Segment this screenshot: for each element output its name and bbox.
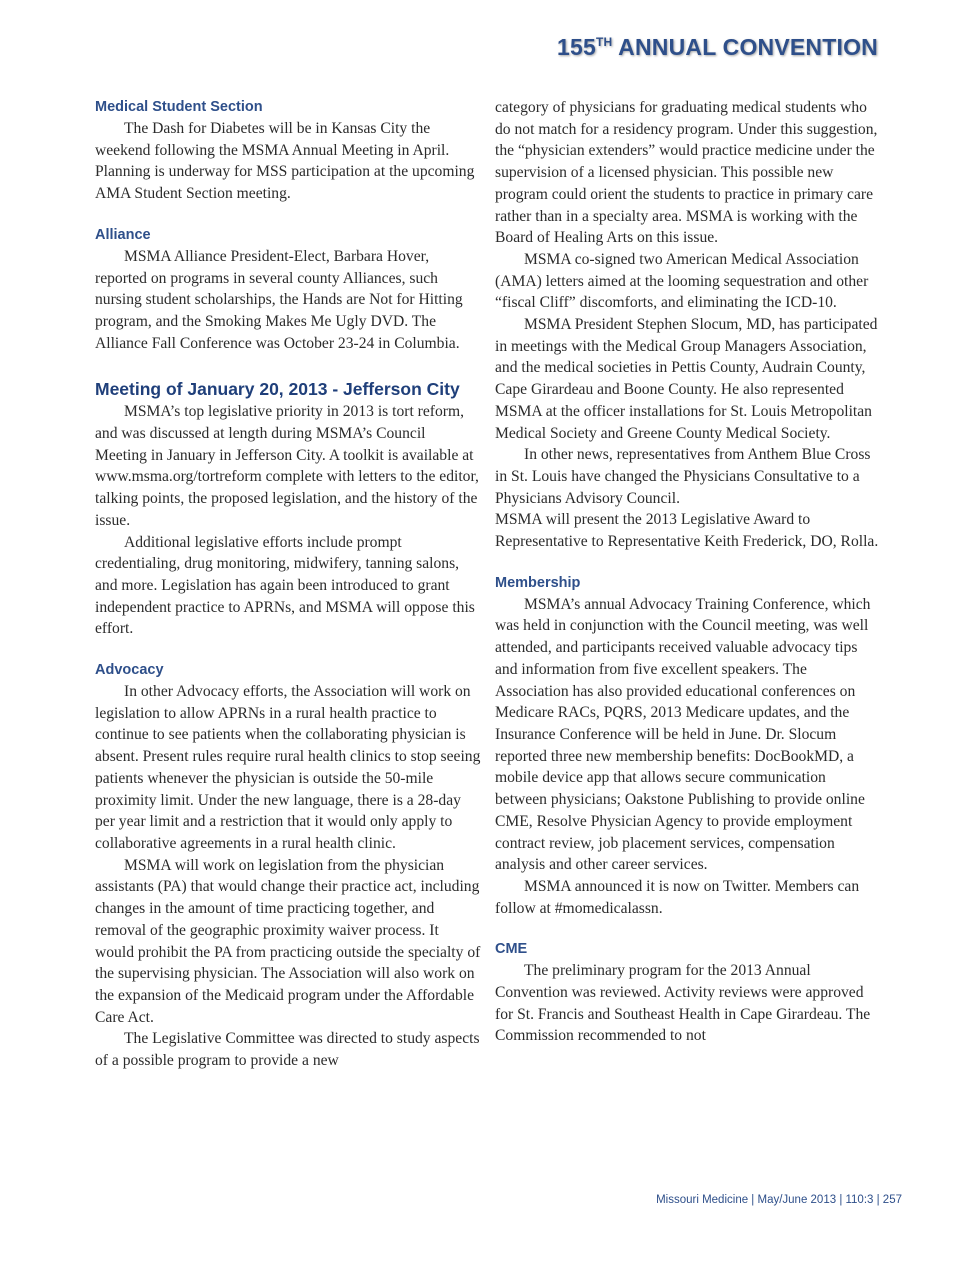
right-column xyxy=(495,97,881,1047)
alliance-paragraph: MSMA Alliance President-Elect, Barbara Hover, reported on programs in several county Alliances, such nursing student scholarships, the Hands are Not for Hitting program, and the Smoking Makes Me Ugly DVD. The Alliance Fall Conference was October 23-24 in Columbia. xyxy=(95,247,463,352)
membership-paragraph-1: MSMA’s annual Advocacy Training Conference, which was held in conjunction with the Council meeting, was well attended, and participants received valuable advocacy tips and information from five excellent speakers. The Association has also provided educational conferences on Medicare RACs, PQRS, 2013 Medicare updates, and the Insurance Conference will be held in June. Dr. Slocum reported three new membership benefits: DocBookMD, a mobile device app that allows secure communication between physicians; Oakstone Publishing to provide online CME, Resolve Physician Agency to provide employment contract review, job placement services, compensation analysis and other career services. xyxy=(495,595,871,874)
meeting-paragraph-1: MSMA’s top legislative priority in 2013 is tort reform, and was discussed at length during MSMA’s Council Meeting in January in Jefferson City. A toolkit is available at www.msma.org/tortreform complete with letters to the editor, talking points, the proposed legislation, and the history of the issue. xyxy=(95,403,479,529)
cme-heading: CME xyxy=(495,941,528,958)
left-column xyxy=(95,97,481,1072)
legislative-award-paragraph: MSMA will present the 2013 Legislative Award to Representative to Representative Keith Frederick, DO, Rolla. xyxy=(495,511,879,551)
page-footer: Missouri Medicine | May/June 2013 | 110:3 | 257 xyxy=(656,1194,902,1206)
header-number: 155 xyxy=(557,34,597,60)
header-suffix: TH xyxy=(596,35,613,49)
ama-letters-paragraph: MSMA co-signed two American Medical Association (AMA) letters aimed at the looming sequestration and other “fiscal Cliff” discomforts, and eliminating the ICD-10. xyxy=(495,250,869,312)
membership-paragraph-2: MSMA announced it is now on Twitter. Members can follow at #momedicalassn. xyxy=(495,877,860,917)
advocacy-paragraph-3: The Legislative Committee was directed to study aspects of a possible program to provide a new xyxy=(95,1030,480,1070)
cme-paragraph: The preliminary program for the 2013 Annual Convention was reviewed. Activity reviews were approved for St. Francis and Southeast Health in Cape Girardeau. The Commission recommended to not xyxy=(495,962,871,1045)
advocacy-heading: Advocacy xyxy=(95,662,164,679)
membership-heading: Membership xyxy=(495,574,581,591)
header-title: ANNUAL CONVENTION xyxy=(618,34,878,60)
meeting-paragraph-2: Additional legislative efforts include prompt credentialing, drug monitoring, midwifery, tanning salons, and more. Legislation has again been introduced to grant independent practice to APRNs, and MSMA will oppose this effort. xyxy=(95,533,475,638)
alliance-heading: Alliance xyxy=(95,226,151,243)
advocacy-paragraph-1: In other Advocacy efforts, the Association will work on legislation to allow APRNs in a rural health practice to continue to see patients when the collaborating physician is absent. Present rules require rural health clinics to stop seeing patients whenever the physician is outside the 50-mile proximity limit. Under the new language, there is a 28-day per year limit and a restriction that it would only apply to collaborative agreements in a rural health clinic. xyxy=(95,683,481,852)
medical-student-paragraph: The Dash for Diabetes will be in Kansas City the weekend following the MSMA Annual Meeting in April. Planning is underway for MSS participation at the upcoming AMA Student Section meeting. xyxy=(95,120,475,203)
meeting-heading: Meeting of January 20, 2013 - Jefferson City xyxy=(95,379,460,400)
advocacy-paragraph-2: MSMA will work on legislation from the physician assistants (PA) that would change their practice act, including changes in the amount of time practicing together, and removal of the geographic proximity waiver process. It would prohibit the PA from practicing outside the specialty of the supervising physician. The Association will also work on the expansion of the Medicaid program under the Affordable Care Act. xyxy=(95,856,481,1026)
medical-student-heading: Medical Student Section xyxy=(95,99,263,115)
continuation-paragraph: category of physicians for graduating medical students who do not match for a residency program. Under this suggestion, the “physician extenders” would practice medicine under the supervision of a licensed physician. This possible new program could orient the students to practice in primary care rather than in a specialty area. MSMA is working with the Board of Healing Arts on this issue. xyxy=(495,99,878,247)
anthem-paragraph: In other news, representatives from Anthem Blue Cross in St. Louis have changed the Physicians Consultative to a Physicians Advisory Council. xyxy=(495,446,871,507)
president-paragraph: MSMA President Stephen Slocum, MD, has participated in meetings with the Medical Group Managers Association, and the medical societies in Pettis County, Audrain County, Cape Girardeau and Boone County. He also represented MSMA at the officer installations for St. Louis Metropolitan Medical Society and Greene County Medical Society. xyxy=(495,316,878,442)
page-header xyxy=(557,34,878,61)
